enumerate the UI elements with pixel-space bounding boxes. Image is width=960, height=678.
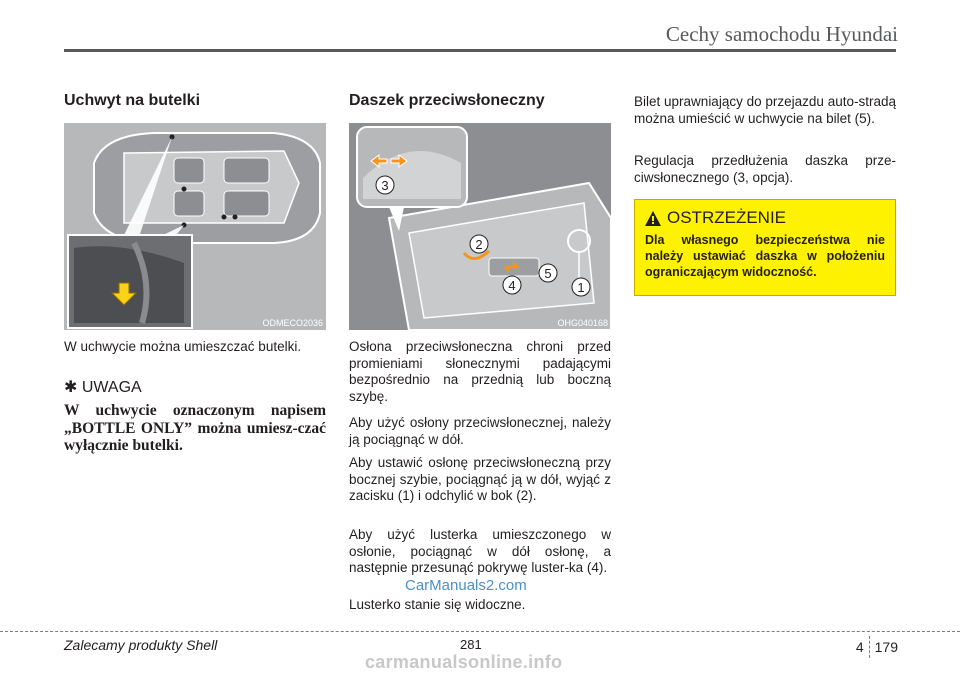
note-body: W uchwycie oznaczonym napisem „BOTTLE ONLY” można umiesz-czać wyłącznie butelki. [64,402,326,454]
note-heading-text: UWAGA [81,379,142,396]
sunvisor-paragraph-1: Osłona przeciwsłoneczna chroni przed promieniami słonecznymi padającymi bezpośrednio na przednią lub boczną szybę. [349,339,611,404]
callout-3 [376,176,394,194]
figure-code: OHG040168 [557,318,608,328]
svg-text:4: 4 [508,278,516,293]
note-heading [64,377,142,397]
sunvisor-heading: Daszek przeciwsłoneczny [349,92,545,109]
callout-2 [470,235,488,253]
footer-sponsor: Zalecamy produkty Shell [64,637,218,653]
footer-rule [0,631,960,632]
page-separator [869,636,870,658]
bottle-holder-heading: Uchwyt na butelki [64,92,201,109]
svg-text:5: 5 [544,266,552,281]
carmanuals-watermark: CarManuals2.com [405,577,527,594]
sunvisor-illustration [349,123,611,330]
bottle-holder-caption: W uchwycie można umieszczać butelki. [64,339,302,354]
warning-text: Dla własnego bezpieczeństwa nie należy ustawiać daszka w położeniu ograniczającym widoczność. [645,233,885,279]
footer-sheet-number: 281 [460,637,482,652]
asterisk-icon: ✱ [64,379,78,396]
car-interior-illustration [64,123,326,330]
svg-text:2: 2 [475,237,483,252]
callout-1 [572,278,590,296]
warning-title-text: OSTRZEŻENIE [667,208,787,227]
running-header: Cechy samochodu Hyundai [665,22,898,46]
warning-triangle-icon [645,211,661,226]
callout-4 [503,276,521,294]
extension-paragraph: Regulacja przedłużenia daszka prze-ciwsłonecznego (3, opcja). [634,153,896,185]
warning-box [634,199,896,296]
callout-5 [539,264,557,282]
sunvisor-paragraph-3: Aby ustawić osłonę przeciwsłoneczną przy bocznej szybie, pociągnąć ją w dół, wyjąć z zacisku (1) i odchylić w bok (2). [349,455,611,503]
sunvisor-figure [349,123,611,330]
chapter-number: 4 [855,639,864,655]
sunvisor-paragraph-5: Lusterko stanie się widoczne. [349,597,526,612]
figure-code: ODMECO2036 [262,318,323,328]
sunvisor-paragraph-2: Aby użyć osłony przeciwsłonecznej, należy ją pociągnąć w dół. [349,415,611,447]
bottle-holder-figure [64,123,326,330]
svg-text:1: 1 [577,280,585,295]
ticket-paragraph: Bilet uprawniający do przejazdu auto-stradą można umieścić w uchwycie na bilet (5). [634,94,896,126]
page-number: 179 [874,639,898,655]
header-rule [64,49,896,52]
sunvisor-paragraph-4: Aby użyć lusterka umieszczonego w osłonie, pociągnąć w dół osłonę, a następnie przesunąć pokrywę luster-ka (4). [349,527,611,575]
footer-page-number [856,636,898,658]
svg-text:3: 3 [381,178,389,193]
warning-title [645,208,885,228]
bottom-watermark: carmanualsonline.info [365,652,563,672]
